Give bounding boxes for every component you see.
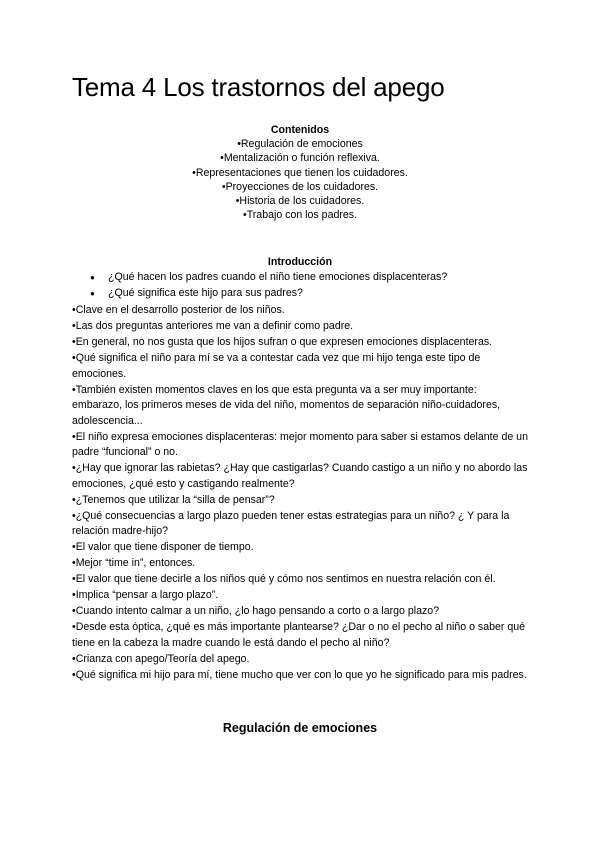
paragraph: •Desde esta óptica, ¿qué es más importante plantearse? ¿Dar o no el pecho al niño o saber qué tiene en la cabeza la madre cuando le está dando el pecho al niño?: [72, 621, 526, 649]
contents-block: [72, 123, 528, 222]
contents-item: •Proyecciones de los cuidadores.: [221, 180, 379, 193]
paragraph: •El valor que tiene disponer de tiempo.: [72, 541, 254, 553]
paragraph: •Las dos preguntas anteriores me van a definir como padre.: [72, 320, 354, 332]
section-heading: Regulación de emociones: [222, 721, 378, 735]
paragraph: •El valor que tiene decirle a los niños qué y cómo nos sentimos en nuestra relación con él.: [72, 573, 496, 585]
paragraph: •Crianza con apego/Teoría del apego.: [72, 652, 250, 665]
contents-item: •Representaciones que tienen los cuidadores.: [192, 166, 408, 179]
paragraph: •Cuando intento calmar a un niño, ¿lo hago pensando a corto o a largo plazo?: [72, 605, 440, 617]
paragraph: •¿Hay que ignorar las rabietas? ¿Hay que castigarlas? Cuando castigo a un niño y no abordo las emociones, ¿qué esto y castigando realmente?: [72, 462, 528, 490]
paragraph: •¿Qué consecuencias a largo plazo pueden tener estas estrategias para un niño? ¿ Y para la relación madre-hijo?: [72, 509, 510, 537]
page-title: Tema 4 Los trastornos del apego: [72, 72, 445, 102]
contents-heading: Contenidos: [270, 124, 330, 136]
paragraph: •También existen momentos claves en los que esta pregunta va a ser muy importante: embarazo, los primeros meses de vida del niño, momentos de separación niño-cuidadores, adolescencia...: [72, 383, 501, 427]
paragraph: •Implica “pensar a largo plazo”.: [72, 589, 219, 601]
contents-item: •Trabajo con los padres.: [242, 209, 358, 222]
intro-paragraphs: [72, 303, 528, 684]
paragraph: •El niño expresa emociones displacenteras: mejor momento para saber si estamos delante de un padre “funcional” o no.: [72, 430, 528, 458]
contents-item: •Regulación de emociones: [237, 138, 363, 151]
paragraph: •En general, no nos gusta que los hijos sufran o que expresen emociones displacenteras.: [72, 336, 493, 348]
paragraph: •Clave en el desarrollo posterior de los niños.: [72, 304, 285, 316]
paragraph: •Mejor “time in”, entonces.: [72, 557, 196, 569]
contents-item: •Mentalización o función reflexiva.: [220, 152, 380, 165]
intro-bullet: ● ¿Qué significa este hijo para sus padres?: [72, 286, 447, 302]
paragraph: •¿Tenemos que utilizar la “silla de pensar”?: [72, 493, 275, 506]
intro-heading: Introducción: [267, 256, 333, 268]
paragraph: •Qué significa mi hijo para mí, tiene mucho que ver con lo que yo he significado para mis padres.: [72, 668, 527, 681]
intro-bullet: ● ¿Qué hacen los padres cuando el niño tiene emociones displacenteras?: [72, 270, 447, 286]
paragraph: •Qué significa el niño para mí se va a contestar cada vez que mi hijo tenga este tipo de emociones.: [72, 352, 481, 380]
intro-bullet-list: [72, 270, 447, 301]
contents-item: •Historia de los cuidadores.: [235, 195, 365, 208]
